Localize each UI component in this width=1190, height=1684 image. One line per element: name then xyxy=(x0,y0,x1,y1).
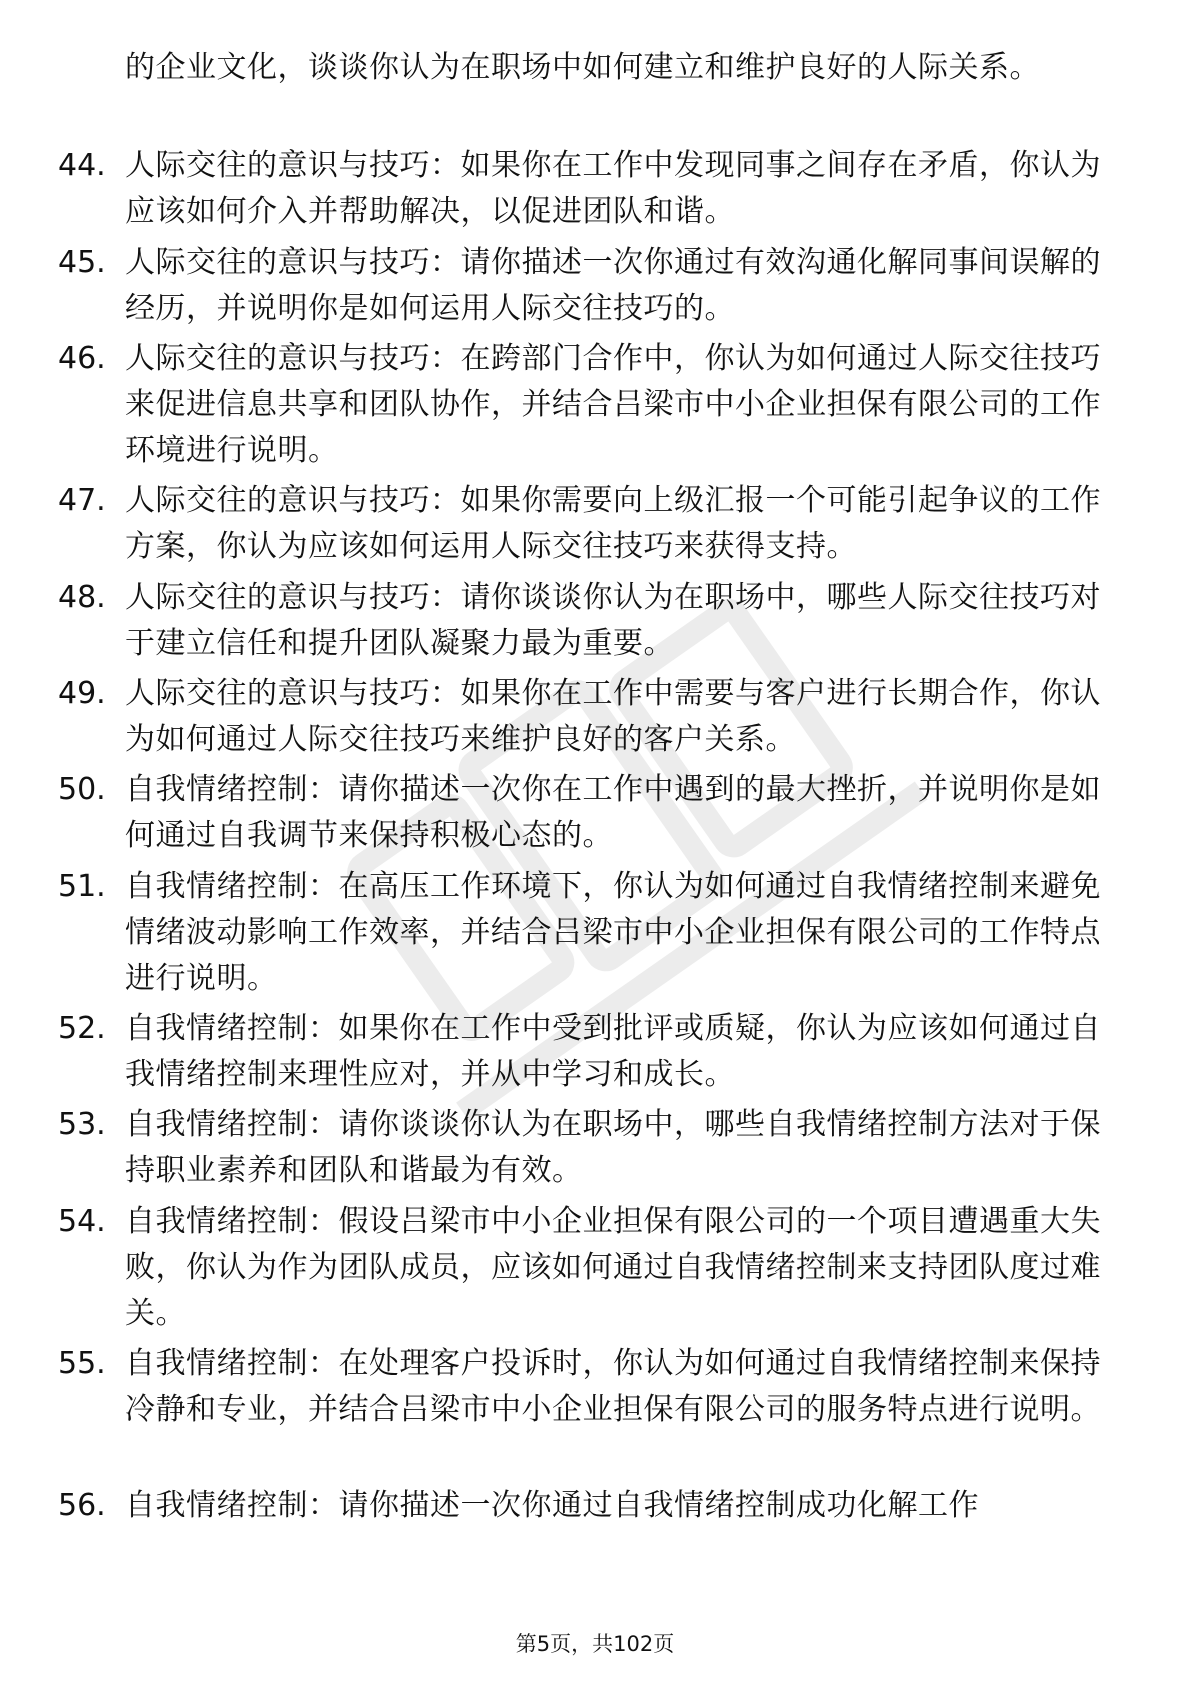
question-text: 人际交往的意识与技巧：请你谈谈你认为在职场中，哪些人际交往技巧对于建立信任和提升团队凝聚力最为重要。 xyxy=(125,580,1101,661)
question-text: 人际交往的意识与技巧：在跨部门合作中，你认为如何通过人际交往技巧来促进信息共享和团队协作，并结合吕梁市中小企业担保有限公司的工作环境进行说明。 xyxy=(125,341,1101,468)
question-number: 46. xyxy=(58,341,106,376)
question-number: 48. xyxy=(58,580,106,615)
question-text: 自我情绪控制：如果你在工作中受到批评或质疑，你认为应该如何通过自我情绪控制来理性应对，并从中学习和成长。 xyxy=(125,1011,1101,1092)
question-number: 55. xyxy=(58,1346,106,1381)
question-number: 44. xyxy=(58,148,106,183)
question-text: 人际交往的意识与技巧：请你描述一次你通过有效沟通化解同事间误解的经历，并说明你是如何运用人际交往技巧的。 xyxy=(125,245,1101,326)
question-text: 人际交往的意识与技巧：如果你在工作中需要与客户进行长期合作，你认为如何通过人际交往技巧来维护良好的客户关系。 xyxy=(125,676,1101,757)
question-text: 自我情绪控制：在高压工作环境下，你认为如何通过自我情绪控制来避免情绪波动影响工作效率，并结合吕梁市中小企业担保有限公司的工作特点进行说明。 xyxy=(125,869,1101,996)
question-text: 自我情绪控制：在处理客户投诉时，你认为如何通过自我情绪控制来保持冷静和专业，并结合吕梁市中小企业担保有限公司的服务特点进行说明。 xyxy=(125,1346,1101,1427)
question-text: 人际交往的意识与技巧：如果你需要向上级汇报一个可能引起争议的工作方案，你认为应该如何运用人际交往技巧来获得支持。 xyxy=(125,483,1101,564)
question-text: 的企业文化，谈谈你认为在职场中如何建立和维护良好的人际关系。 xyxy=(125,50,1040,85)
question-number: 51. xyxy=(58,869,106,904)
question-number: 47. xyxy=(58,483,106,518)
question-number: 56. xyxy=(58,1488,106,1523)
question-text: 自我情绪控制：请你谈谈你认为在职场中，哪些自我情绪控制方法对于保持职业素养和团队和谐最为有效。 xyxy=(125,1107,1101,1188)
question-number: 54. xyxy=(58,1204,106,1239)
question-number: 50. xyxy=(58,772,106,807)
question-number: 45. xyxy=(58,245,106,280)
question-number: 53. xyxy=(58,1107,106,1142)
question-text: 自我情绪控制：请你描述一次你在工作中遇到的最大挫折，并说明你是如何通过自我调节来保持积极心态的。 xyxy=(125,772,1101,853)
question-text: 自我情绪控制：假设吕梁市中小企业担保有限公司的一个项目遭遇重大失败，你认为作为团队成员，应该如何通过自我情绪控制来支持团队度过难关。 xyxy=(125,1204,1101,1331)
question-number: 52. xyxy=(58,1011,106,1046)
page-footer: 第5页，共102页 xyxy=(515,1632,675,1656)
question-text: 自我情绪控制：请你描述一次你通过自我情绪控制成功化解工作 xyxy=(125,1488,979,1523)
question-number: 49. xyxy=(58,676,106,711)
question-text: 人际交往的意识与技巧：如果你在工作中发现同事之间存在矛盾，你认为应该如何介入并帮助解决，以促进团队和谐。 xyxy=(125,148,1101,229)
